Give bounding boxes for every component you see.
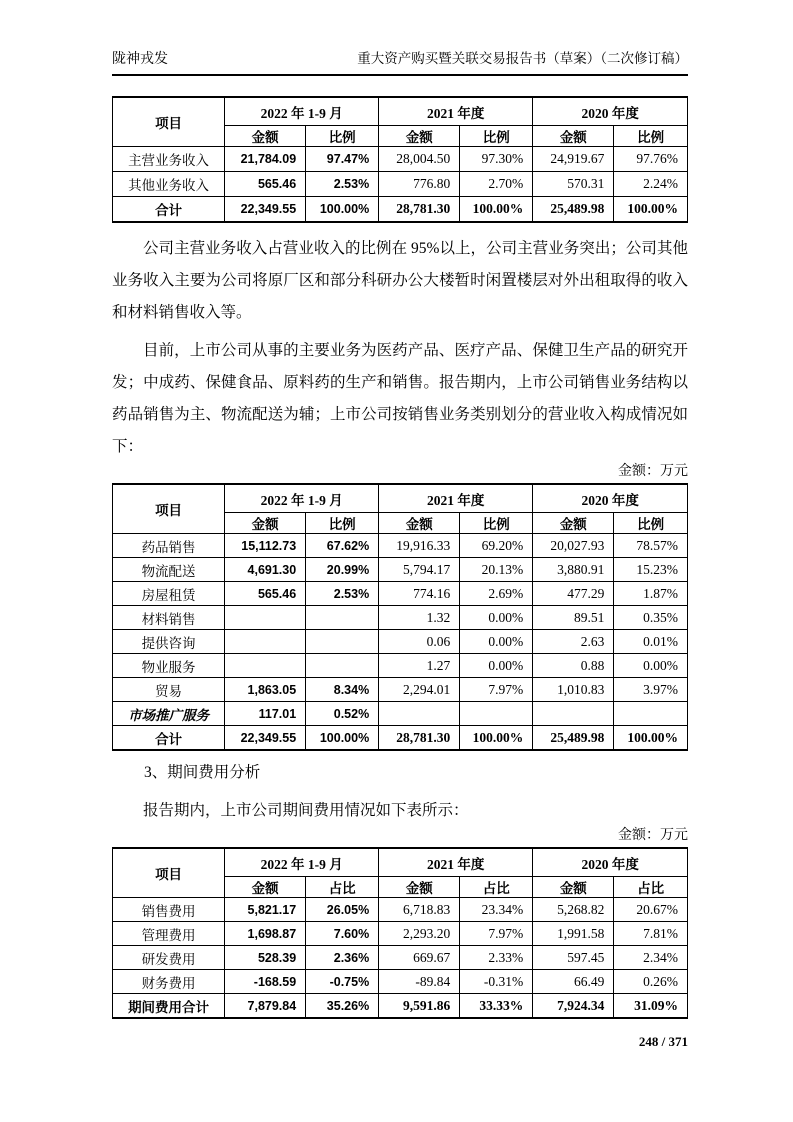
table-cell: 0.01% (614, 630, 688, 654)
paragraph-expense-intro: 报告期内，上市公司期间费用情况如下表所示： (143, 802, 469, 819)
sub-column-header: 金额 (225, 513, 306, 534)
table-cell: 67.62% (306, 534, 379, 558)
table-cell: 0.00% (460, 606, 533, 630)
table-cell: 31.09% (614, 994, 688, 1019)
table-cell: 28,781.30 (379, 726, 460, 751)
row-label-cell: 材料销售 (113, 606, 225, 630)
table-cell: 66.49 (533, 970, 614, 994)
table-cell: 78.57% (614, 534, 688, 558)
period-column-header: 2022 年 1-9 月 (225, 848, 379, 877)
table-cell: 597.45 (533, 946, 614, 970)
table-cell: -168.59 (225, 970, 306, 994)
table-cell: 19,916.33 (379, 534, 460, 558)
table-cell: 9,591.86 (379, 994, 460, 1019)
table-cell: 2.53% (306, 582, 379, 606)
table-cell: 97.76% (614, 147, 688, 172)
table-row (113, 994, 688, 1019)
table-cell: 100.00% (460, 726, 533, 751)
sub-column-header: 占比 (460, 877, 533, 898)
table-cell: 100.00% (614, 726, 688, 751)
sub-column-header: 占比 (614, 877, 688, 898)
sub-column-header: 金额 (533, 513, 614, 534)
sub-column-header: 比例 (614, 126, 688, 147)
sub-column-header: 金额 (225, 877, 306, 898)
table-cell: 0.35% (614, 606, 688, 630)
table-cell: -89.84 (379, 970, 460, 994)
row-label-cell: 合计 (113, 726, 225, 751)
amount-unit-label: 金额：万元 (618, 464, 688, 479)
table-cell: 3.97% (614, 678, 688, 702)
page-number: 248 / 371 (638, 1034, 688, 1049)
table-row (113, 606, 688, 630)
table-cell: 0.52% (306, 702, 379, 726)
row-label-cell: 销售费用 (113, 898, 225, 922)
table-row (113, 726, 688, 751)
table-cell: 20.99% (306, 558, 379, 582)
row-label-cell: 其他业务收入 (113, 172, 225, 197)
period-column-header: 2020 年度 (533, 97, 688, 126)
period-column-header: 2021 年度 (379, 848, 533, 877)
table-cell: 0.00% (614, 654, 688, 678)
table-row (113, 172, 688, 197)
table-cell: 0.06 (379, 630, 460, 654)
table-cell: 5,268.82 (533, 898, 614, 922)
table-cell: 2.36% (306, 946, 379, 970)
table-row (113, 582, 688, 606)
table-header-row (113, 97, 688, 126)
table-cell: 20.13% (460, 558, 533, 582)
table-cell: 97.30% (460, 147, 533, 172)
period-column-header: 2022 年 1-9 月 (225, 97, 379, 126)
table-cell: 1.87% (614, 582, 688, 606)
table-cell: 89.51 (533, 606, 614, 630)
period-column-header: 2021 年度 (379, 97, 533, 126)
table-cell: 7,879.84 (225, 994, 306, 1019)
table-header-row (113, 848, 688, 877)
table-cell: 0.00% (460, 630, 533, 654)
row-label-cell: 合计 (113, 197, 225, 223)
table-cell: 2.69% (460, 582, 533, 606)
table-cell: 7.60% (306, 922, 379, 946)
table-cell: 1.27 (379, 654, 460, 678)
row-label-cell: 物流配送 (113, 558, 225, 582)
table-row (113, 922, 688, 946)
table-row (113, 654, 688, 678)
row-label-cell: 贸易 (113, 678, 225, 702)
table-cell: 776.80 (379, 172, 460, 197)
table-cell: 28,004.50 (379, 147, 460, 172)
table-cell: 2,294.01 (379, 678, 460, 702)
table-row (113, 630, 688, 654)
row-label-cell: 物业服务 (113, 654, 225, 678)
table-cell: 22,349.55 (225, 197, 306, 223)
table-cell (533, 702, 614, 726)
sub-column-header: 金额 (533, 126, 614, 147)
table-cell: 7.81% (614, 922, 688, 946)
sub-column-header: 比例 (460, 126, 533, 147)
table-cell: 477.29 (533, 582, 614, 606)
row-label-cell: 财务费用 (113, 970, 225, 994)
table-cell: 7,924.34 (533, 994, 614, 1019)
table-cell: 97.47% (306, 147, 379, 172)
table-cell: 20,027.93 (533, 534, 614, 558)
row-label-cell: 期间费用合计 (113, 994, 225, 1019)
table-cell: 2,293.20 (379, 922, 460, 946)
table-cell: 2.63 (533, 630, 614, 654)
header-rule (112, 74, 688, 76)
amount-unit-label: 金额：万元 (618, 828, 688, 843)
row-label-cell: 管理费用 (113, 922, 225, 946)
sub-column-header: 比例 (306, 126, 379, 147)
table-cell: 2.34% (614, 946, 688, 970)
table-row (113, 702, 688, 726)
table-cell: 565.46 (225, 582, 306, 606)
table-header-row (113, 484, 688, 513)
business-revenue-table (112, 483, 688, 751)
table-row (113, 558, 688, 582)
sub-column-header: 比例 (460, 513, 533, 534)
period-expense-table (112, 847, 688, 1019)
table-cell: 2.24% (614, 172, 688, 197)
row-label-cell: 房屋租赁 (113, 582, 225, 606)
table-cell: 5,821.17 (225, 898, 306, 922)
table-cell (306, 654, 379, 678)
table-cell: 20.67% (614, 898, 688, 922)
period-column-header: 2020 年度 (533, 848, 688, 877)
sub-column-header: 金额 (379, 126, 460, 147)
table-cell: 21,784.09 (225, 147, 306, 172)
row-label-cell: 药品销售 (113, 534, 225, 558)
table-cell (306, 630, 379, 654)
header-company-name: 陇神戎发 (112, 52, 168, 67)
table-cell: 570.31 (533, 172, 614, 197)
table-cell: 23.34% (460, 898, 533, 922)
table-cell: 2.70% (460, 172, 533, 197)
table-cell: 15.23% (614, 558, 688, 582)
table-cell: 1.32 (379, 606, 460, 630)
table-cell: 4,691.30 (225, 558, 306, 582)
row-label-cell: 研发费用 (113, 946, 225, 970)
table-row (113, 970, 688, 994)
section-heading-expense-analysis: 3、期间费用分析 (144, 764, 261, 781)
table-cell (614, 702, 688, 726)
table-cell: 1,863.05 (225, 678, 306, 702)
table-cell: 6,718.83 (379, 898, 460, 922)
table-cell: 669.67 (379, 946, 460, 970)
sub-column-header: 金额 (379, 513, 460, 534)
table-cell: 35.26% (306, 994, 379, 1019)
table-cell: 28,781.30 (379, 197, 460, 223)
table-cell: 1,698.87 (225, 922, 306, 946)
sub-column-header: 占比 (306, 877, 379, 898)
table-cell: 0.88 (533, 654, 614, 678)
table-cell: 100.00% (306, 197, 379, 223)
table-row (113, 197, 688, 223)
table-cell: 8.34% (306, 678, 379, 702)
period-column-header: 2020 年度 (533, 484, 688, 513)
table-cell: 7.97% (460, 922, 533, 946)
sub-column-header: 金额 (533, 877, 614, 898)
table-cell: -0.31% (460, 970, 533, 994)
item-column-header: 项目 (113, 484, 225, 534)
table-row (113, 534, 688, 558)
sub-column-header: 金额 (379, 877, 460, 898)
sub-column-header: 比例 (306, 513, 379, 534)
period-column-header: 2022 年 1-9 月 (225, 484, 379, 513)
table-row (113, 147, 688, 172)
page-header (112, 50, 688, 69)
table-cell: 100.00% (306, 726, 379, 751)
table-cell: 25,489.98 (533, 726, 614, 751)
table-cell: -0.75% (306, 970, 379, 994)
table-cell: 22,349.55 (225, 726, 306, 751)
table-cell: 3,880.91 (533, 558, 614, 582)
row-label-cell: 市场推广服务 (113, 702, 225, 726)
table-cell: 117.01 (225, 702, 306, 726)
table-cell: 1,991.58 (533, 922, 614, 946)
period-column-header: 2021 年度 (379, 484, 533, 513)
table-row (113, 946, 688, 970)
header-report-title: 重大资产购买暨关联交易报告书（草案）（二次修订稿） (357, 51, 688, 66)
row-label-cell: 提供咨询 (113, 630, 225, 654)
table-cell: 1,010.83 (533, 678, 614, 702)
table-cell (225, 654, 306, 678)
table-cell (306, 606, 379, 630)
paragraph-main-revenue: 公司主营业务收入占营业收入的比例在 95%以上，公司主营业务突出；公司其他业务收入主要为公司将原厂区和部分科研办公大楼暂时闲置楼层对外出租取得的收入和材料销售收入等。 (112, 240, 688, 321)
table-cell: 24,919.67 (533, 147, 614, 172)
table-cell: 15,112.73 (225, 534, 306, 558)
table-cell: 100.00% (460, 197, 533, 223)
table-cell: 2.53% (306, 172, 379, 197)
revenue-composition-table (112, 96, 688, 223)
table-cell: 33.33% (460, 994, 533, 1019)
table-cell (225, 630, 306, 654)
item-column-header: 项目 (113, 97, 225, 147)
table-cell: 565.46 (225, 172, 306, 197)
table-cell: 774.16 (379, 582, 460, 606)
table-cell: 100.00% (614, 197, 688, 223)
table-cell: 0.26% (614, 970, 688, 994)
table-cell: 2.33% (460, 946, 533, 970)
table-cell: 69.20% (460, 534, 533, 558)
table-cell: 7.97% (460, 678, 533, 702)
table-cell: 0.00% (460, 654, 533, 678)
table-cell: 528.39 (225, 946, 306, 970)
table-cell: 26.05% (306, 898, 379, 922)
sub-column-header: 比例 (614, 513, 688, 534)
table-cell: 25,489.98 (533, 197, 614, 223)
table-cell (379, 702, 460, 726)
table-cell: 5,794.17 (379, 558, 460, 582)
item-column-header: 项目 (113, 848, 225, 898)
sub-column-header: 金额 (225, 126, 306, 147)
paragraph-business-overview: 目前，上市公司从事的主要业务为医药产品、医疗产品、保健卫生产品的研究开发；中成药、保健食品、原料药的生产和销售。报告期内，上市公司销售业务结构以药品销售为主、物流配送为辅；上市公司按销售业务类别划分的营业收入构成情况如下： (112, 342, 688, 455)
table-row (113, 678, 688, 702)
table-row (113, 898, 688, 922)
table-cell (225, 606, 306, 630)
row-label-cell: 主营业务收入 (113, 147, 225, 172)
table-cell (460, 702, 533, 726)
